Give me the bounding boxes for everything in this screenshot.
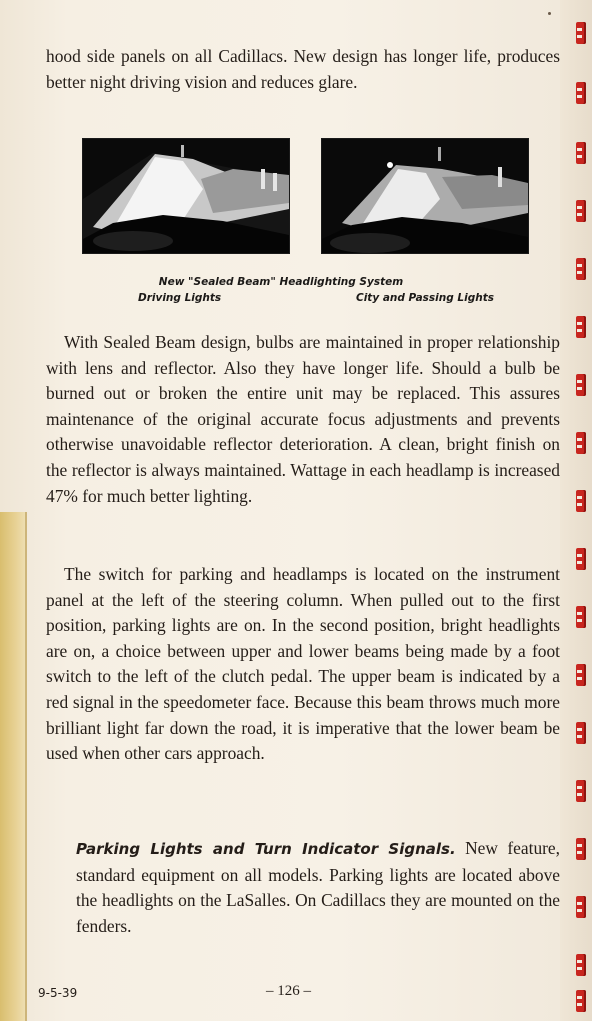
page-edge-tab (0, 512, 27, 1021)
paragraph-3: The switch for parking and headlamps is located on the instrument panel at the left of the steering column. When pulled out to the first position, parking lights are on. In the second position, bright headlights are on, a choice between upper and lower beams being made by a foot switch to the left of the clutch pedal. The upper beam is indicated by a red signal in the speedometer face. Because this beam throws much more brilliant light far down the road, it is imperative that the lower beam be used when other cars approach. (46, 564, 560, 764)
binding-ring (576, 990, 586, 1012)
paragraph-1: hood side panels on all Cadillacs. New design has longer life, produces better night driving vision and reduces glare. (46, 46, 560, 92)
paragraph-4-heading: Parking Lights and Turn Indicator Signals. (76, 840, 456, 858)
binding-ring (576, 838, 586, 860)
night-road-image (83, 139, 289, 253)
paragraph-4 (76, 836, 560, 939)
binding-ring (576, 200, 586, 222)
caption-driving-lights: Driving Lights (138, 292, 222, 304)
binding-ring (576, 896, 586, 918)
binding-ring (576, 664, 586, 686)
binding-ring (576, 606, 586, 628)
binding-ring (576, 722, 586, 744)
binding-ring (576, 954, 586, 976)
photo-city-passing-lights (321, 138, 529, 254)
page-number: – 126 – (266, 983, 311, 999)
binding-ring (576, 22, 586, 44)
binding-ring (576, 548, 586, 570)
binding-ring (576, 780, 586, 802)
spiral-binding (560, 0, 592, 1021)
caption-city-passing-lights: City and Passing Lights (356, 292, 494, 304)
binding-ring (576, 432, 586, 454)
binding-ring (576, 374, 586, 396)
footer-date: 9-5-39 (38, 986, 78, 1000)
photo-driving-lights (82, 138, 290, 254)
binding-ring (576, 82, 586, 104)
binding-ring (576, 490, 586, 512)
paragraph-4-body: New feature, standard equipment on all models. Parking lights are located above the headlights on the LaSalles. On Cadillacs they are mounted on the fenders. (76, 838, 560, 936)
night-road-image (322, 139, 528, 253)
figure-caption: New "Sealed Beam" Headlighting System (158, 276, 404, 288)
paragraph-2: With Sealed Beam design, bulbs are maintained in proper relationship with lens and reflector. Also they have longer life. Should a bulb be burned out or broken the entire unit may be replaced. This assures maintenance of the original accurate focus adjustments and prevents otherwise unavoidable reflector deterioration. A clean, bright finish on the reflector is always maintained. Wattage in each headlamp is increased 47% for much better lighting. (46, 332, 560, 506)
binding-ring (576, 142, 586, 164)
page-mark (548, 12, 551, 15)
binding-ring (576, 316, 586, 338)
binding-ring (576, 258, 586, 280)
